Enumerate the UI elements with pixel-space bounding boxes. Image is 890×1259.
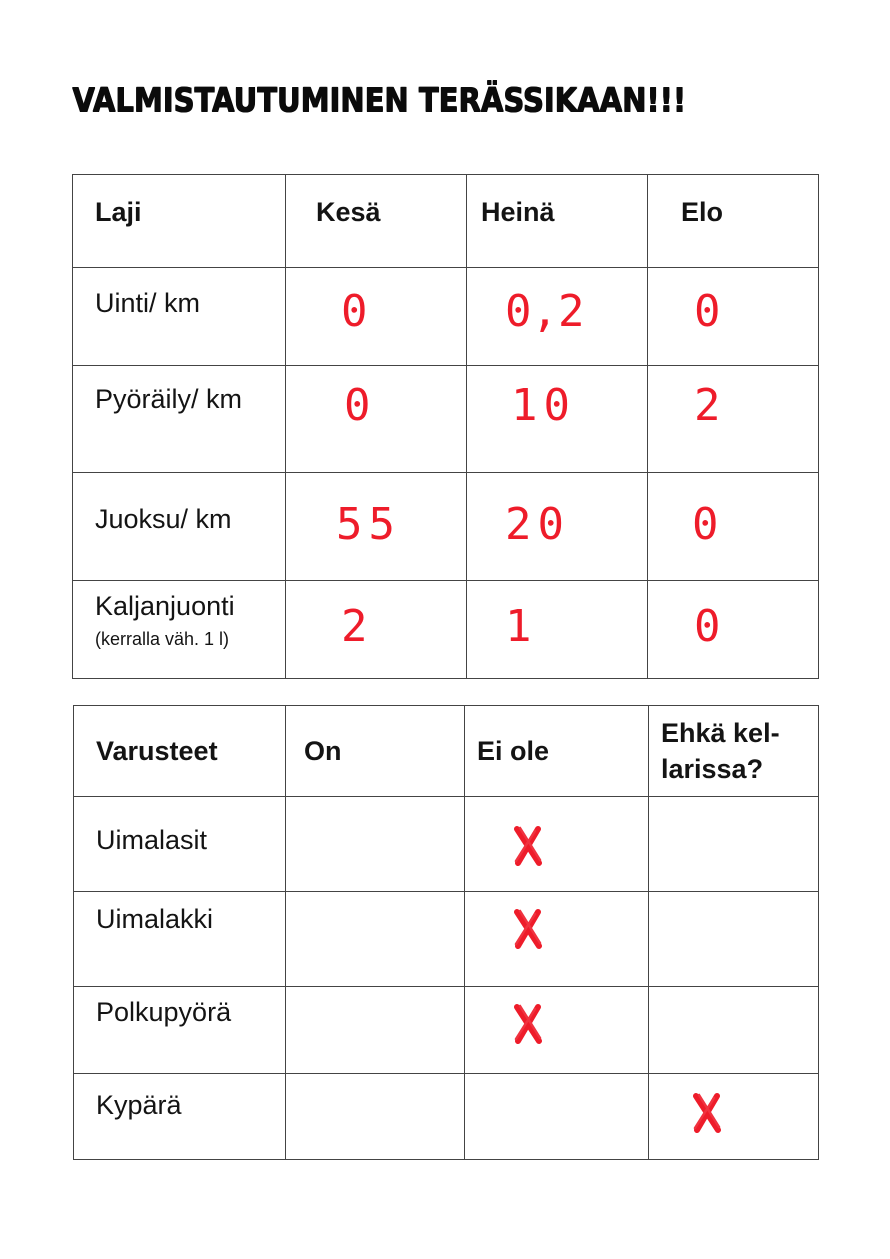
red-cross-icon (692, 1092, 722, 1134)
header-ehka-line2: larissa? (661, 754, 764, 784)
header-laji: Laji (95, 197, 142, 227)
value-cell-kesa (286, 473, 467, 581)
value-pyoraily-elo: 2 (694, 380, 727, 431)
on-cell (286, 987, 465, 1074)
value-kaljanjuonti-heina: 1 (505, 601, 538, 652)
ehka-cell (649, 1074, 819, 1160)
value-kaljanjuonti-kesa: 2 (341, 601, 374, 652)
row-label-uinti: Uinti/ km (95, 288, 201, 318)
training-table (72, 174, 819, 679)
header-cell-laji (73, 175, 286, 268)
table-row (74, 987, 819, 1074)
red-cross-icon (513, 825, 543, 867)
row-label-cell (74, 987, 286, 1074)
value-pyoraily-heina: 10 (511, 380, 576, 431)
header-ei-ole: Ei ole (477, 736, 550, 766)
table-row (73, 268, 819, 366)
value-cell-heina (467, 366, 648, 473)
row-label-polkupyora: Polkupyörä (96, 997, 232, 1027)
header-cell-kesa (286, 175, 467, 268)
header-heina: Heinä (481, 197, 555, 227)
red-cross-icon (513, 1003, 543, 1045)
row-label-cell (73, 268, 286, 366)
row-sublabel-kaljanjuonti: (kerralla väh. 1 l) (95, 629, 230, 649)
header-cell-ehka-kellarissa (649, 706, 819, 797)
value-juoksu-heina: 20 (505, 499, 570, 550)
header-cell-elo (648, 175, 819, 268)
on-cell (286, 797, 465, 892)
row-label-uimalakki: Uimalakki (96, 904, 214, 934)
ehka-cell (649, 987, 819, 1074)
value-pyoraily-kesa: 0 (344, 380, 377, 431)
red-cross-icon (513, 908, 543, 950)
value-cell-elo (648, 366, 819, 473)
row-label-cell (74, 892, 286, 987)
header-cell-heina (467, 175, 648, 268)
header-kesa: Kesä (316, 197, 381, 227)
value-cell-elo (648, 581, 819, 679)
page-title: VALMISTAUTUMINEN TERÄSSIKAAN!!! (72, 80, 686, 119)
ei-ole-cell (465, 987, 649, 1074)
row-label-cell (73, 366, 286, 473)
table-row (74, 892, 819, 987)
header-ehka-line1: Ehkä kel- (661, 718, 780, 748)
header-cell-on (286, 706, 465, 797)
table-row (73, 473, 819, 581)
on-cell (286, 1074, 465, 1160)
ei-ole-cell (465, 892, 649, 987)
table-row (74, 797, 819, 892)
row-label-uimalasit: Uimalasit (96, 825, 208, 855)
row-label-cell (74, 797, 286, 892)
row-label-cell (73, 473, 286, 581)
header-varusteet: Varusteet (96, 736, 218, 766)
value-kaljanjuonti-elo: 0 (694, 601, 727, 652)
row-label-pyoraily: Pyöräily/ km (95, 384, 243, 414)
row-label-cell (73, 581, 286, 679)
value-uinti-kesa: 0 (341, 286, 374, 337)
table-row (74, 1074, 819, 1160)
value-juoksu-kesa: 55 (336, 499, 401, 550)
value-cell-kesa (286, 581, 467, 679)
ehka-cell (649, 797, 819, 892)
value-uinti-elo: 0 (694, 286, 727, 337)
value-cell-kesa (286, 268, 467, 366)
equipment-header-row (74, 706, 819, 797)
training-header-row (73, 175, 819, 268)
equipment-table (73, 705, 819, 1160)
ei-ole-cell (465, 797, 649, 892)
header-on: On (304, 736, 342, 766)
ehka-cell (649, 892, 819, 987)
row-label-kypara: Kypärä (96, 1090, 182, 1120)
value-cell-heina (467, 473, 648, 581)
ei-ole-cell (465, 1074, 649, 1160)
row-label-juoksu: Juoksu/ km (95, 504, 232, 534)
value-cell-heina (467, 268, 648, 366)
table-row (73, 366, 819, 473)
value-uinti-heina: 0,2 (505, 286, 585, 337)
value-cell-heina (467, 581, 648, 679)
value-cell-elo (648, 268, 819, 366)
on-cell (286, 892, 465, 987)
value-cell-elo (648, 473, 819, 581)
value-cell-kesa (286, 366, 467, 473)
header-elo: Elo (681, 197, 724, 227)
header-cell-varusteet (74, 706, 286, 797)
value-juoksu-elo: 0 (692, 499, 725, 550)
header-cell-ei-ole (465, 706, 649, 797)
table-row (73, 581, 819, 679)
row-label-cell (74, 1074, 286, 1160)
row-label-kaljanjuonti: Kaljanjuonti (95, 591, 235, 621)
